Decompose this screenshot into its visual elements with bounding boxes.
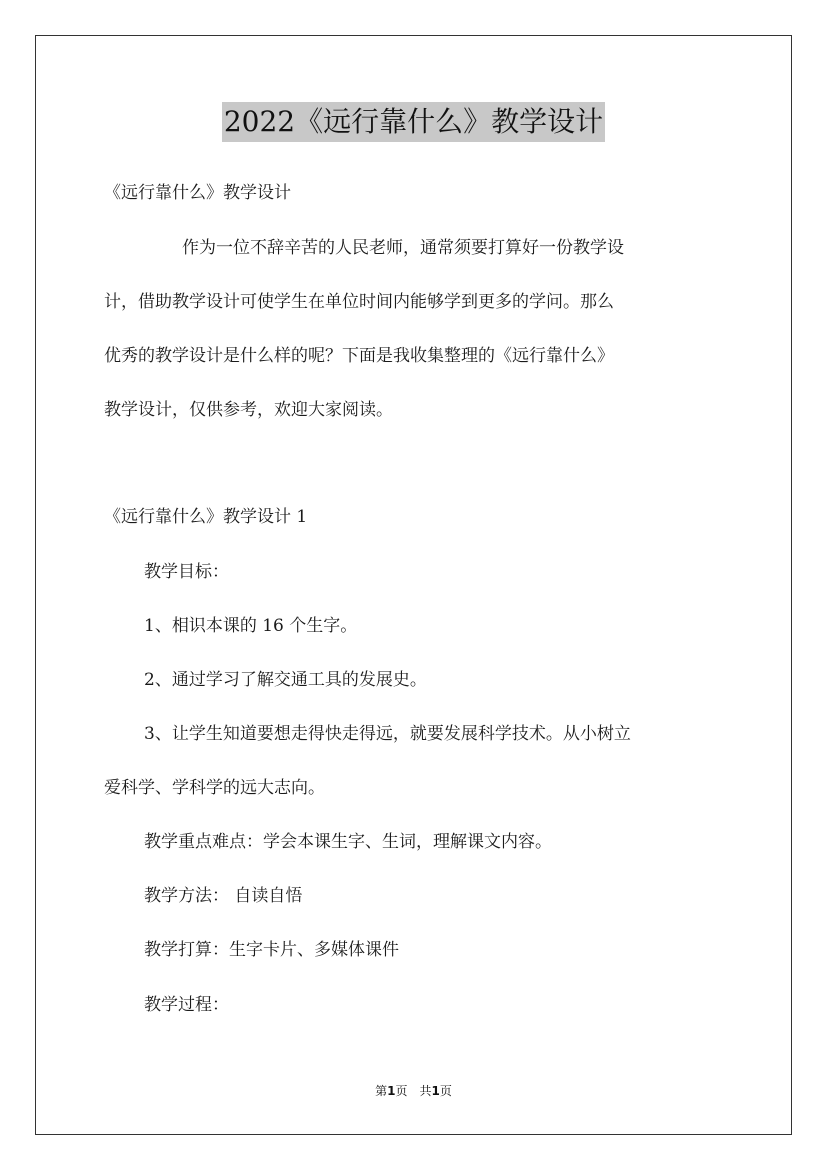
goal-item-1: 1、相识本课的 16 个生字。: [144, 616, 358, 636]
goal-item-3-line-1: 3、让学生知道要想走得快走得远，就要发展科学技术。从小树立: [144, 724, 631, 744]
intro-line-3: 优秀的教学设计是什么样的呢？下面是我收集整理的《远行靠什么》: [104, 346, 614, 366]
teaching-method: 教学方法： 自读自悟: [144, 886, 303, 906]
section-heading: 《远行靠什么》教学设计 1: [104, 507, 308, 527]
key-points: 教学重点难点：学会本课生字、生词，理解课文内容。: [144, 832, 552, 852]
goal-item-2: 2、通过学习了解交通工具的发展史。: [144, 670, 427, 690]
document-title: 2022《远行靠什么》教学设计: [222, 102, 605, 142]
footer-page-prefix: 第: [375, 1084, 388, 1098]
footer-total-suffix: 页: [439, 1084, 452, 1098]
goals-heading: 教学目标：: [144, 562, 229, 582]
intro-line-1: 作为一位不辞辛苦的人民老师，通常须要打算好一份教学设: [182, 238, 624, 258]
document-subtitle: 《远行靠什么》教学设计: [104, 183, 291, 203]
teaching-process: 教学过程：: [144, 995, 229, 1015]
footer-page-suffix: 页: [395, 1084, 408, 1098]
page-footer: [0, 1083, 827, 1099]
title-container: [0, 102, 827, 142]
intro-line-2: 计，借助教学设计可使学生在单位时间内能够学到更多的学问。那么: [104, 292, 614, 312]
footer-total-number: 1: [431, 1084, 440, 1098]
goal-item-3-line-2: 爱科学、学科学的远大志向。: [104, 778, 325, 798]
footer-total-prefix: 共: [419, 1084, 432, 1098]
teaching-preparation: 教学打算：生字卡片、多媒体课件: [144, 940, 399, 960]
intro-line-4: 教学设计，仅供参考，欢迎大家阅读。: [104, 400, 393, 420]
footer-page-number: 1: [387, 1084, 396, 1098]
